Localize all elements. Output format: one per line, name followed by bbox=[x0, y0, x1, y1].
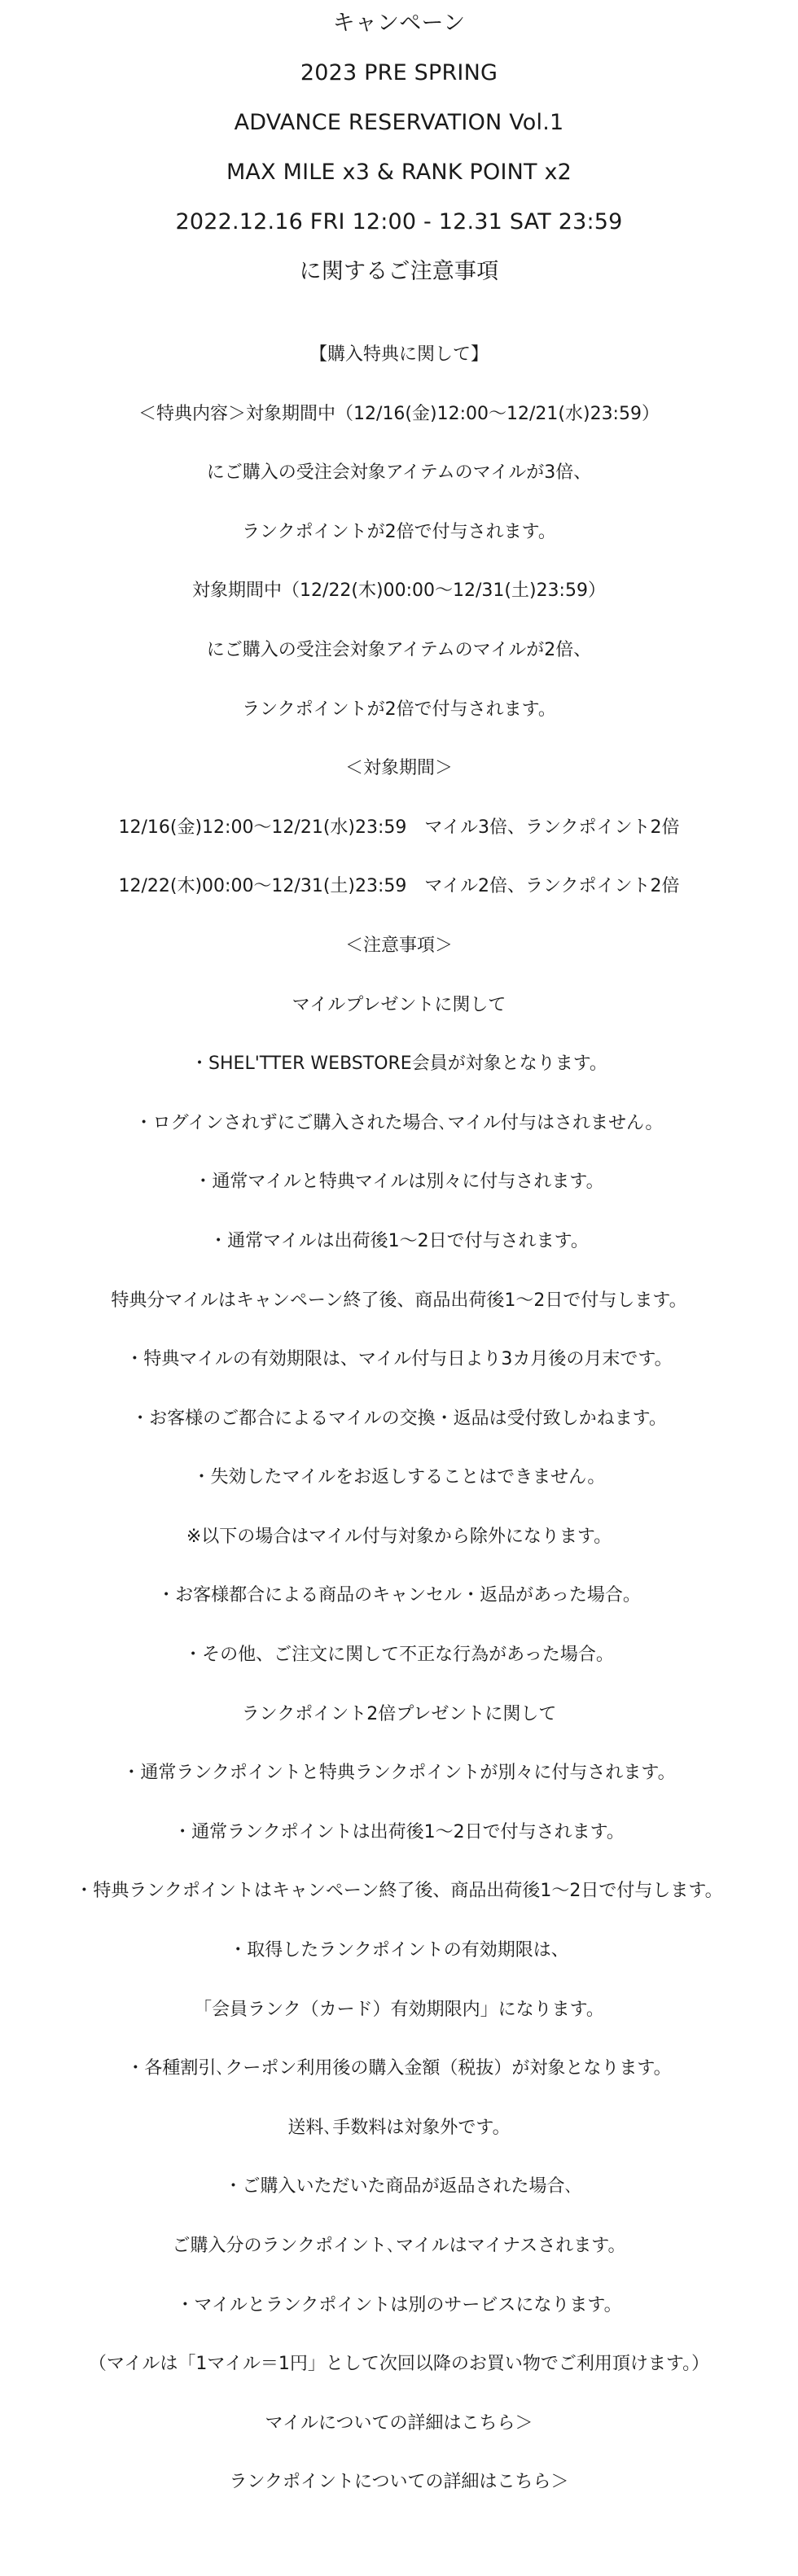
note-line: ・特典ランクポイントはキャンペーン終了後、商品出荷後1～2日で付与します。 bbox=[75, 1881, 723, 1902]
bonus-content-line: にご購入の受注会対象アイテムのマイルが3倍、 bbox=[206, 462, 592, 484]
subheading-mile-present: マイルプレゼントに関して bbox=[292, 994, 506, 1015]
rank-point-details-link[interactable]: ランクポイントについての詳細はこちら＞ bbox=[229, 2472, 569, 2493]
bonus-content-line: ＜特典内容＞対象期間中（12/16(金)12:00～12/21(水)23:59） bbox=[138, 403, 660, 424]
note-line: ・通常ランクポイントと特典ランクポイントが別々に付与されます。 bbox=[122, 1763, 676, 1784]
title-line-event: ADVANCE RESERVATION Vol.1 bbox=[234, 110, 564, 135]
note-line: ・失効したマイルをお返しすることはできません。 bbox=[192, 1467, 606, 1488]
note-line: 送料､手数料は対象外です。 bbox=[287, 2117, 511, 2138]
exclusion-note: ※以下の場合はマイル付与対象から除外になります。 bbox=[186, 1526, 612, 1547]
note-line: ・ご購入いただいた商品が返品された場合､ bbox=[224, 2176, 574, 2197]
bonus-content-line: ランクポイントが2倍で付与されます。 bbox=[242, 521, 556, 542]
note-line: ・その他、ご注文に関して不正な行為があった場合。 bbox=[184, 1645, 614, 1666]
title-line-campaign: キャンペーン bbox=[332, 11, 466, 36]
note-line: ・取得したランクポイントの有効期限は、 bbox=[229, 1940, 569, 1961]
note-line: ・お客様のご都合によるマイルの交換・返品は受付致しかねます。 bbox=[131, 1408, 667, 1429]
note-line: ・通常マイルと特典マイルは別々に付与されます。 bbox=[194, 1172, 604, 1193]
note-line: ご購入分のランクポイント､マイルはマイナスされます。 bbox=[172, 2236, 626, 2256]
title-line-notice: に関するご注意事項 bbox=[299, 259, 499, 284]
target-period-line: 12/16(金)12:00～12/21(水)23:59 マイル3倍、ランクポイント2倍 bbox=[118, 817, 680, 838]
note-line: ・お客様都合による商品のキャンセル・返品があった場合。 bbox=[157, 1585, 641, 1606]
note-line: ・通常ランクポイントは出荷後1～2日で付与されます。 bbox=[173, 1821, 625, 1842]
note-line: （マイルは「1マイル＝1円」として次回以降のお買い物でご利用頂けます。） bbox=[88, 2354, 710, 2375]
note-line: ・各種割引､クーポン利用後の購入金額（税抜）が対象となります。 bbox=[126, 2058, 672, 2079]
section-heading-purchase-bonus: 【購入特典に関して】 bbox=[309, 344, 489, 365]
bonus-content-line: ランクポイントが2倍で付与されます。 bbox=[242, 699, 556, 720]
note-line: ・ログインされずにご購入された場合､マイル付与はされません。 bbox=[134, 1112, 664, 1133]
title-line-season: 2023 PRE SPRING bbox=[300, 60, 498, 85]
note-line: 「会員ランク（カード）有効期限内」になります。 bbox=[194, 1999, 604, 2020]
campaign-title bbox=[0, 0, 798, 301]
notice-body bbox=[0, 326, 798, 2512]
section-heading-target-period: ＜対象期間＞ bbox=[344, 758, 453, 779]
note-line: 特典分マイルはキャンペーン終了後、商品出荷後1～2日で付与します。 bbox=[111, 1290, 687, 1311]
bonus-content-line: 対象期間中（12/22(木)00:00～12/31(土)23:59） bbox=[192, 580, 606, 602]
note-line: ・SHEL'TTER WEBSTORE会員が対象となります。 bbox=[191, 1054, 607, 1075]
subheading-rank-point-present: ランクポイント2倍プレゼントに関して bbox=[241, 1703, 557, 1724]
target-period-line: 12/22(木)00:00～12/31(土)23:59 マイル2倍、ランクポイント2倍 bbox=[118, 876, 680, 897]
bonus-content-line: にご購入の受注会対象アイテムのマイルが2倍、 bbox=[206, 639, 592, 660]
mile-details-link[interactable]: マイルについての詳細はこちら＞ bbox=[265, 2412, 533, 2434]
note-line: ・特典マイルの有効期限は、マイル付与日より3カ月後の月末です。 bbox=[125, 1349, 673, 1370]
section-heading-notes: ＜注意事項＞ bbox=[344, 935, 453, 956]
title-line-period: 2022.12.16 FRI 12:00 - 12.31 SAT 23:59 bbox=[175, 209, 623, 234]
note-line: ・マイルとランクポイントは別のサービスになります。 bbox=[176, 2294, 622, 2315]
note-line: ・通常マイルは出荷後1～2日で付与されます。 bbox=[209, 1230, 589, 1251]
title-line-bonus: MAX MILE x3 & RANK POINT x2 bbox=[226, 160, 572, 185]
